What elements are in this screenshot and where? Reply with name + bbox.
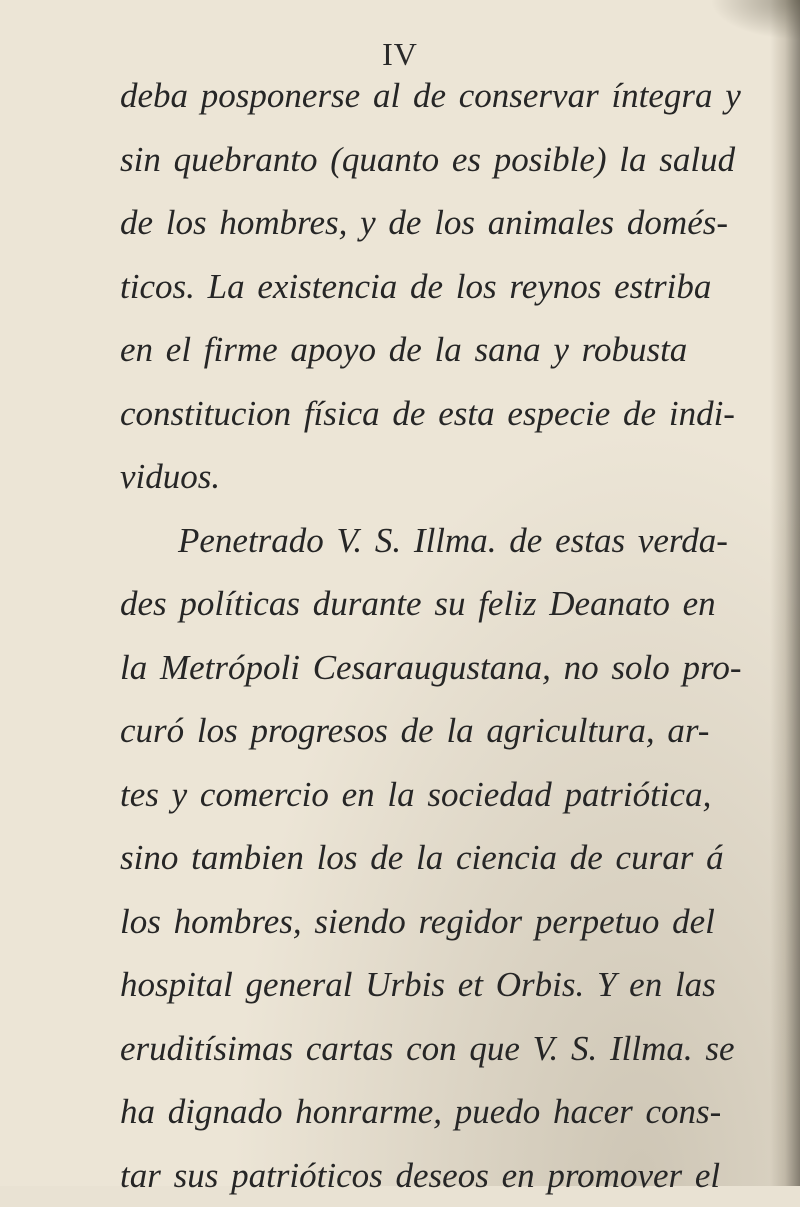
text-line: ticos. La existencia de los reynos estriba xyxy=(120,255,760,319)
page-edge-shadow xyxy=(710,0,800,40)
text-line: la Metrópoli Cesaraugustana, no solo pro- xyxy=(120,636,760,700)
page-number: IV xyxy=(0,36,800,72)
text-line: eruditísimas cartas con que V. S. Illma. se xyxy=(120,1017,760,1081)
text-line: de los hombres, y de los animales domés- xyxy=(120,191,760,255)
text-line: des políticas durante su feliz Deanato en xyxy=(120,572,760,636)
text-line: deba posponerse al de conservar íntegra y xyxy=(120,64,760,128)
text-line: constitucion física de esta especie de indi- xyxy=(120,382,760,446)
text-line: ha dignado honrarme, puedo hacer cons- xyxy=(120,1080,760,1144)
text-line: curó los progresos de la agricultura, ar- xyxy=(120,699,760,763)
text-line: tar sus patrióticos deseos en promover el xyxy=(120,1144,760,1207)
body-text xyxy=(120,64,760,1207)
text-line: sin quebranto (quanto es posible) la salud xyxy=(120,128,760,192)
text-line: los hombres, siendo regidor perpetuo del xyxy=(120,890,760,954)
text-line: tes y comercio en la sociedad patriótica, xyxy=(120,763,760,827)
text-line: hospital general Urbis et Orbis. Y en las xyxy=(120,953,760,1017)
text-line: en el firme apoyo de la sana y robusta xyxy=(120,318,760,382)
paragraph-start-line: Penetrado V. S. Illma. de estas verda- xyxy=(120,509,760,573)
text-line: viduos. xyxy=(120,445,760,509)
text-line: sino tambien los de la ciencia de curar á xyxy=(120,826,760,890)
